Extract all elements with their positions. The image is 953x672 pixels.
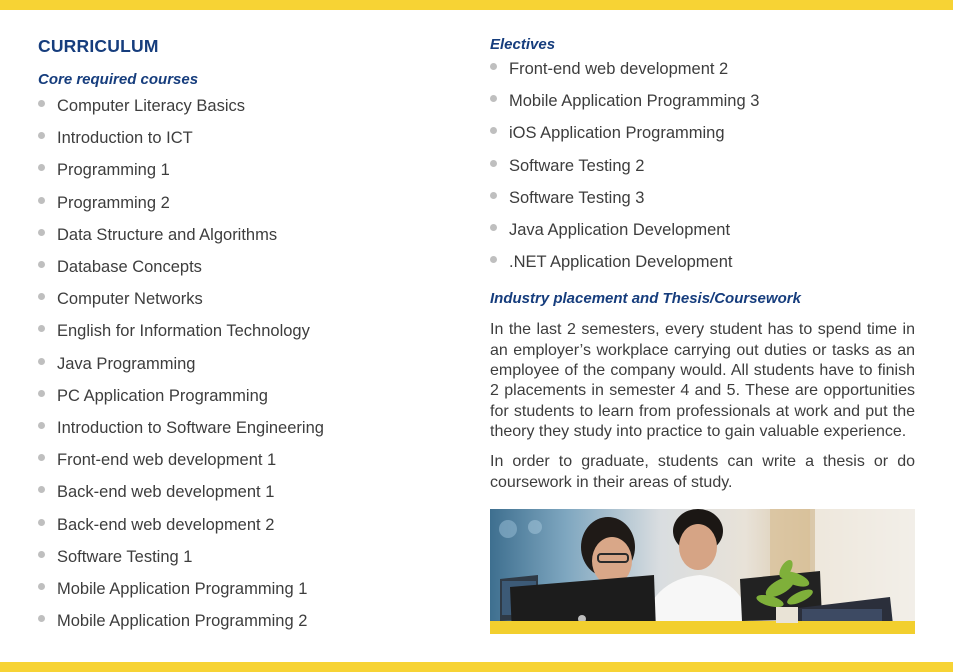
bullet-icon: [38, 164, 45, 171]
bullet-icon: [490, 224, 497, 231]
list-item: Front-end web development 1: [38, 444, 438, 476]
bullet-icon: [490, 127, 497, 134]
bullet-icon: [38, 615, 45, 622]
list-item: Database Concepts: [38, 251, 438, 283]
bullet-icon: [38, 583, 45, 590]
list-item: Java Programming: [38, 348, 438, 380]
list-item: Back-end web development 1: [38, 476, 438, 508]
bullet-icon: [490, 63, 497, 70]
list-item: Back-end web development 2: [38, 509, 438, 541]
left-column: [38, 34, 438, 637]
list-item: iOS Application Programming: [490, 117, 915, 149]
bullet-icon: [490, 256, 497, 263]
bullet-icon: [38, 132, 45, 139]
list-item: .NET Application Development: [490, 246, 915, 278]
bottom-accent-bar: [0, 662, 953, 672]
list-item: Programming 1: [38, 154, 438, 186]
bullet-icon: [490, 95, 497, 102]
bullet-icon: [38, 454, 45, 461]
right-column: [490, 34, 915, 493]
bullet-icon: [490, 192, 497, 199]
list-item: Mobile Application Programming 1: [38, 573, 438, 605]
bullet-icon: [38, 422, 45, 429]
bullet-icon: [38, 100, 45, 107]
list-item: Java Application Development: [490, 214, 915, 246]
bullet-icon: [38, 261, 45, 268]
students-at-laptops-illustration: [490, 509, 915, 634]
list-item: Mobile Application Programming 2: [38, 605, 438, 637]
top-accent-bar: [0, 0, 953, 10]
list-item: Introduction to Software Engineering: [38, 412, 438, 444]
bullet-icon: [38, 358, 45, 365]
list-item: Front-end web development 2: [490, 53, 915, 85]
list-item: Software Testing 3: [490, 182, 915, 214]
list-item: Introduction to ICT: [38, 122, 438, 154]
bullet-icon: [38, 197, 45, 204]
bullet-icon: [38, 519, 45, 526]
list-item: Software Testing 2: [490, 150, 915, 182]
list-item: Software Testing 1: [38, 541, 438, 573]
list-item: Data Structure and Algorithms: [38, 219, 438, 251]
bullet-icon: [38, 486, 45, 493]
bullet-icon: [38, 551, 45, 558]
electives-heading: Electives: [490, 36, 556, 53]
bullet-icon: [38, 293, 45, 300]
bullet-icon: [490, 160, 497, 167]
bullet-icon: [38, 390, 45, 397]
list-item: Computer Networks: [38, 283, 438, 315]
core-courses-heading: Core required courses: [38, 71, 199, 88]
list-item: Programming 2: [38, 187, 438, 219]
list-item: Computer Literacy Basics: [38, 90, 438, 122]
thesis-paragraph: In order to graduate, students can write a thesis or do coursework in their areas of study.: [490, 453, 915, 491]
core-courses-list: [38, 90, 438, 637]
bullet-icon: [38, 325, 45, 332]
list-item: Mobile Application Programming 3: [490, 85, 915, 117]
electives-list: [490, 53, 915, 278]
placement-heading: Industry placement and Thesis/Coursework: [490, 290, 801, 308]
students-photo: [490, 509, 915, 634]
list-item: English for Information Technology: [38, 315, 438, 347]
bullet-icon: [38, 229, 45, 236]
page-title: CURRICULUM: [38, 36, 159, 56]
placement-paragraph: In the last 2 semesters, every student has to spend time in an employer’s workplace carrying out duties or tasks as an employee of the company would. All students have to finish 2 placements in semester 4 and 5. These are opportunities for students to learn from professionals at work and put the theory they study into practice to gain valuable experience.: [490, 321, 915, 440]
list-item: PC Application Programming: [38, 380, 438, 412]
